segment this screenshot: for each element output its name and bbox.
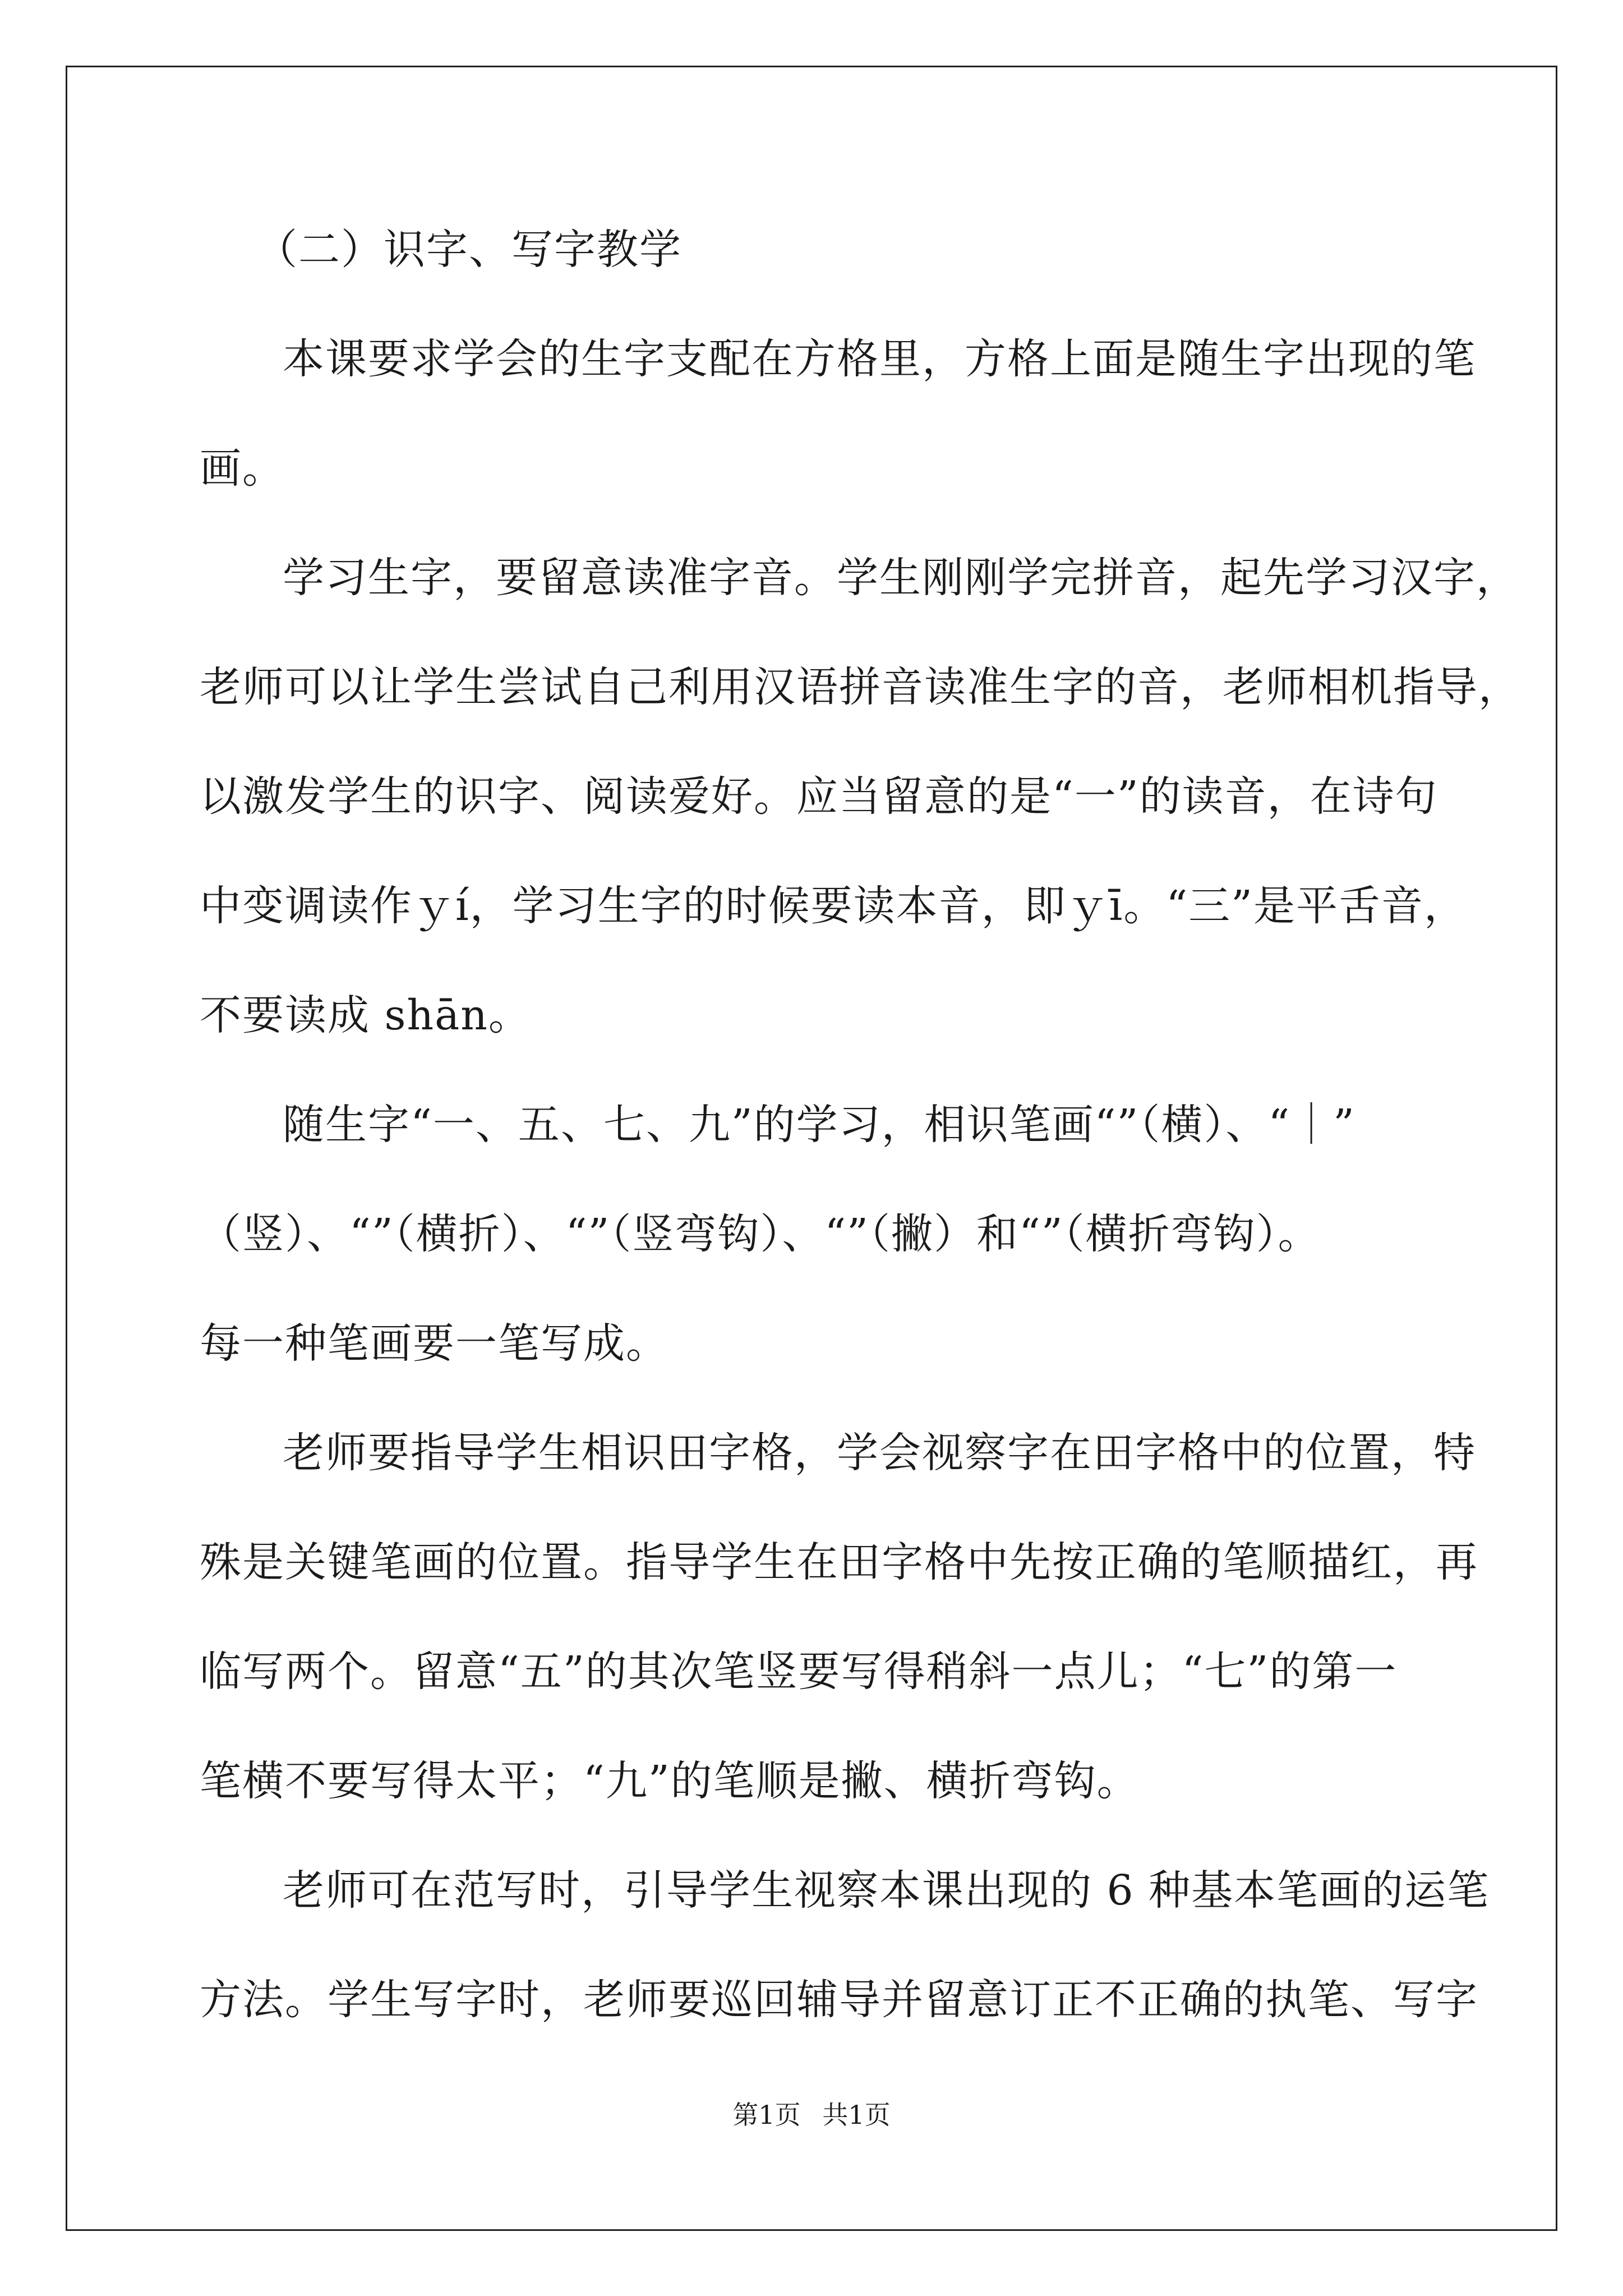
document-body bbox=[200, 216, 1521, 2076]
page-number: 第1页 bbox=[732, 2100, 801, 2130]
paragraph-line: 不要读成 shān。 bbox=[200, 991, 531, 1039]
section-heading: （二）识字、写字教学 bbox=[256, 226, 682, 274]
paragraph-line: （竖）、“”（横折）、“”（竖弯钩）、“”（撇）和“”（横折弯钩）。 bbox=[200, 1210, 1321, 1258]
paragraph-line: 老师要指导学生相识田字格，学会视察字在田字格中的位置，特 bbox=[283, 1429, 1476, 1477]
paragraph-line: 笔横不要写得太平；“九”的笔顺是撇、横折弯钩。 bbox=[200, 1757, 1140, 1805]
paragraph-line: 临写两个。留意“五”的其次笔竖要写得稍斜一点儿；“七”的第一 bbox=[200, 1648, 1398, 1696]
paragraph-line: 老师可以让学生尝试自己利用汉语拼音读准生字的音，老师相机指导， bbox=[200, 663, 1521, 711]
paragraph-4 bbox=[200, 1419, 1478, 1815]
paragraph-line: 随生字“一、五、七、九”的学习，相识笔画“”（横）、“｜” bbox=[283, 1101, 1355, 1149]
paragraph-line: 本课要求学会的生字支配在方格里，方格上面是随生字出现的笔 bbox=[283, 335, 1476, 383]
page-footer bbox=[0, 2098, 1623, 2132]
paragraph-line: 方法。学生写字时，老师要巡回辅导并留意订正不正确的执笔、写字 bbox=[200, 1976, 1478, 2024]
paragraph-line: 老师可在范写时，引导学生视察本课出现的 6 种基本笔画的运笔 bbox=[283, 1866, 1490, 1915]
paragraph-5 bbox=[200, 1857, 1490, 2033]
paragraph-line: 中变调读作ｙí，学习生字的时候要读本音，即ｙī。“三”是平舌音， bbox=[200, 882, 1467, 930]
paragraph-3 bbox=[200, 1091, 1433, 1377]
paragraph-2 bbox=[200, 544, 1521, 1049]
paragraph-1 bbox=[200, 325, 1476, 502]
page-total: 共1页 bbox=[822, 2100, 891, 2130]
paragraph-line: 学习生字，要留意读准字音。学生刚刚学完拼音，起先学习汉字， bbox=[283, 554, 1519, 602]
paragraph-line: 殊是关键笔画的位置。指导学生在田字格中先按正确的笔顺描红，再 bbox=[200, 1538, 1478, 1586]
paragraph-line: 每一种笔画要一笔写成。 bbox=[200, 1319, 668, 1368]
paragraph-line: 以激发学生的识字、阅读爱好。应当留意的是“一”的读音，在诗句 bbox=[200, 772, 1438, 821]
paragraph-line: 画。 bbox=[200, 444, 285, 493]
